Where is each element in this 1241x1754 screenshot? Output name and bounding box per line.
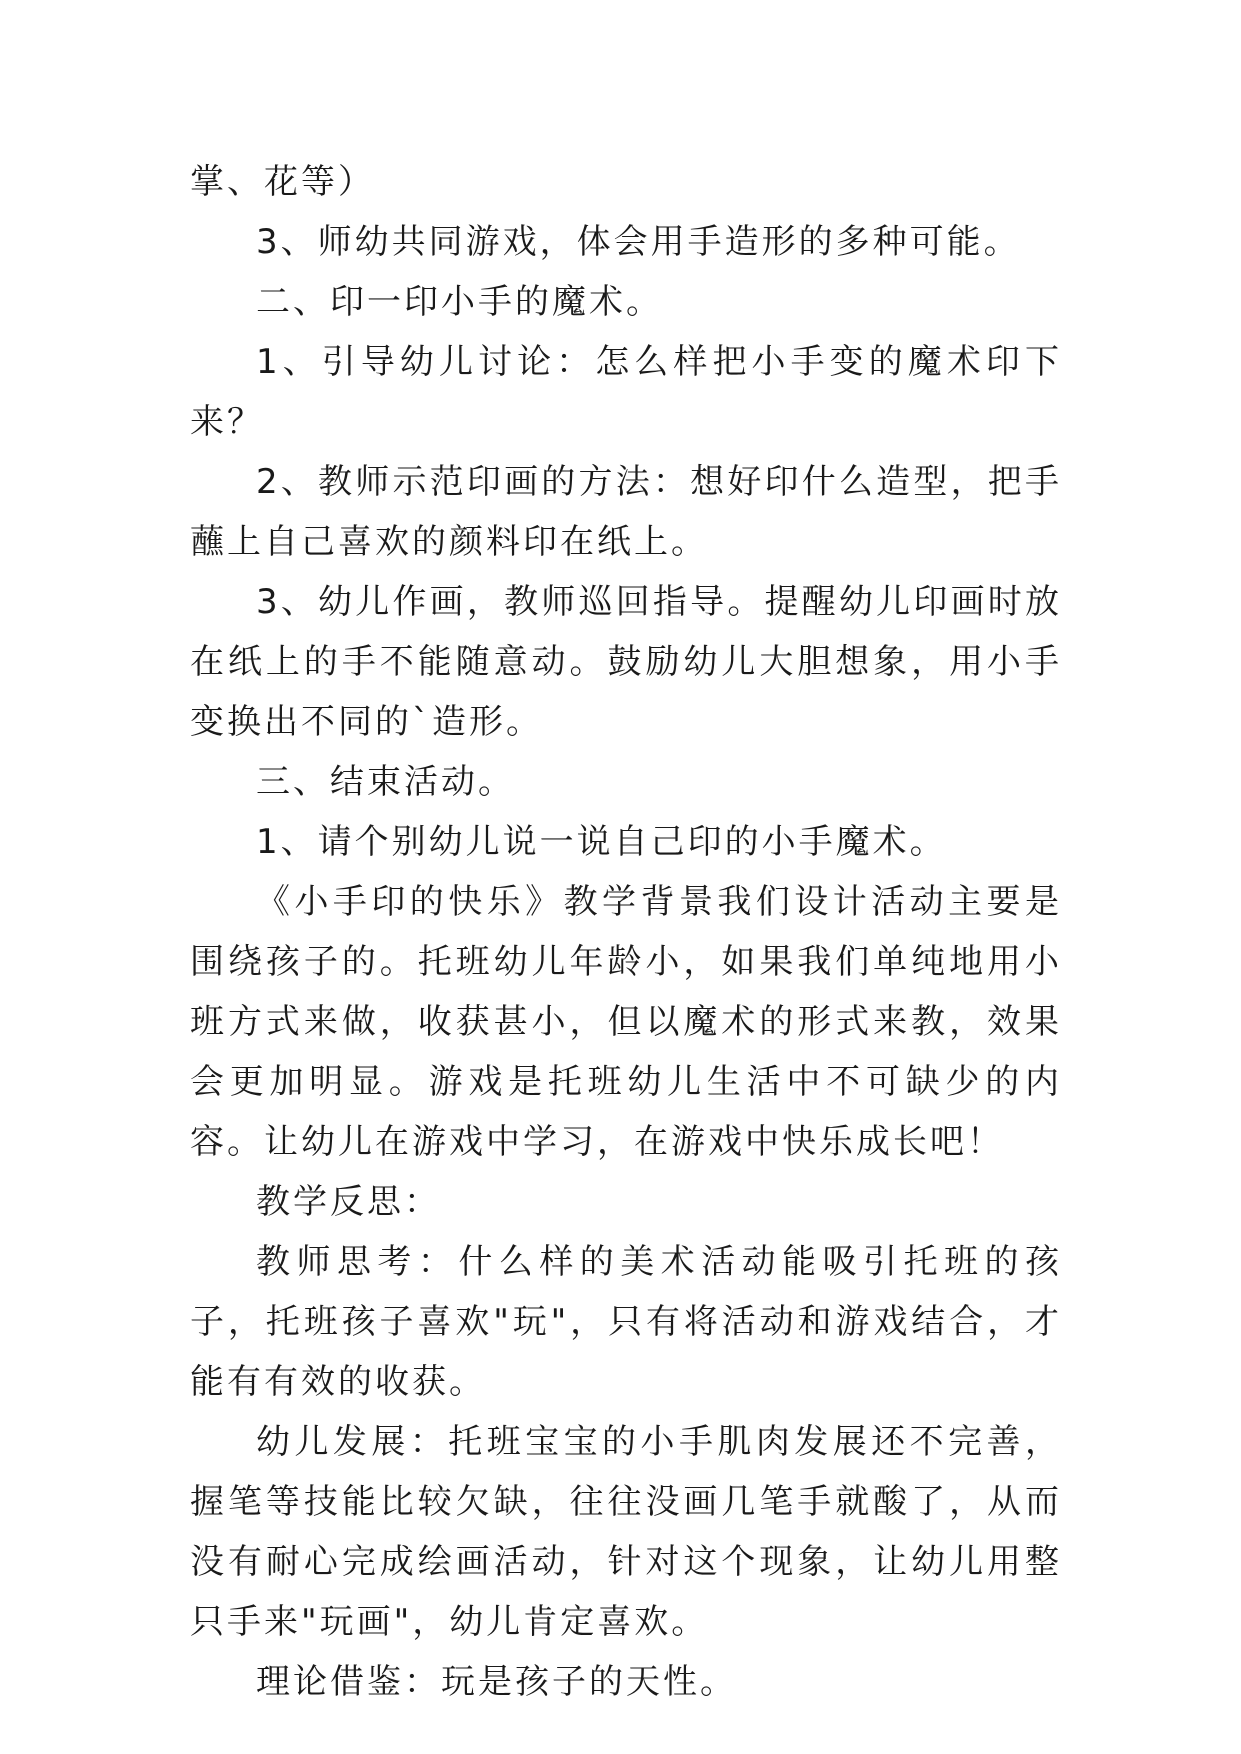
section-heading: 三、结束活动。 <box>256 762 515 802</box>
document-body <box>190 152 1062 1712</box>
paragraph: 掌、花等） <box>190 162 375 202</box>
paragraph: 《小手印的快乐》教学背景我们设计活动主要是围绕孩子的。托班幼儿年龄小，如果我们单纯地用小班方式来做，收获甚小，但以魔术的形式来教，效果会更加明显。游戏是托班幼儿生活中不可缺少的内容。让幼儿在游戏中学习，在游戏中快乐成长吧！ <box>190 882 1062 1162</box>
paragraph: 幼儿发展：托班宝宝的小手肌肉发展还不完善，握笔等技能比较欠缺，往往没画几笔手就酸了，从而没有耐心完成绘画活动，针对这个现象，让幼儿用整只手来"玩画"，幼儿肯定喜欢。 <box>190 1422 1062 1642</box>
paragraph: 1、引导幼儿讨论：怎么样把小手变的魔术印下来？ <box>190 342 1062 442</box>
paragraph: 3、师幼共同游戏，体会用手造形的多种可能。 <box>256 222 1021 262</box>
paragraph: 3、幼儿作画，教师巡回指导。提醒幼儿印画时放在纸上的手不能随意动。鼓励幼儿大胆想象，用小手变换出不同的`造形。 <box>190 582 1062 742</box>
paragraph: 理论借鉴：玩是孩子的天性。 <box>256 1662 737 1702</box>
paragraph: 1、请个别幼儿说一说自己印的小手魔术。 <box>256 822 947 862</box>
section-heading: 教学反思： <box>256 1182 441 1222</box>
paragraph: 2、教师示范印画的方法：想好印什么造型，把手蘸上自己喜欢的颜料印在纸上。 <box>190 462 1062 562</box>
section-heading: 二、印一印小手的魔术。 <box>256 282 663 322</box>
paragraph: 教师思考：什么样的美术活动能吸引托班的孩子，托班孩子喜欢"玩"，只有将活动和游戏结合，才能有有效的收获。 <box>190 1242 1062 1402</box>
